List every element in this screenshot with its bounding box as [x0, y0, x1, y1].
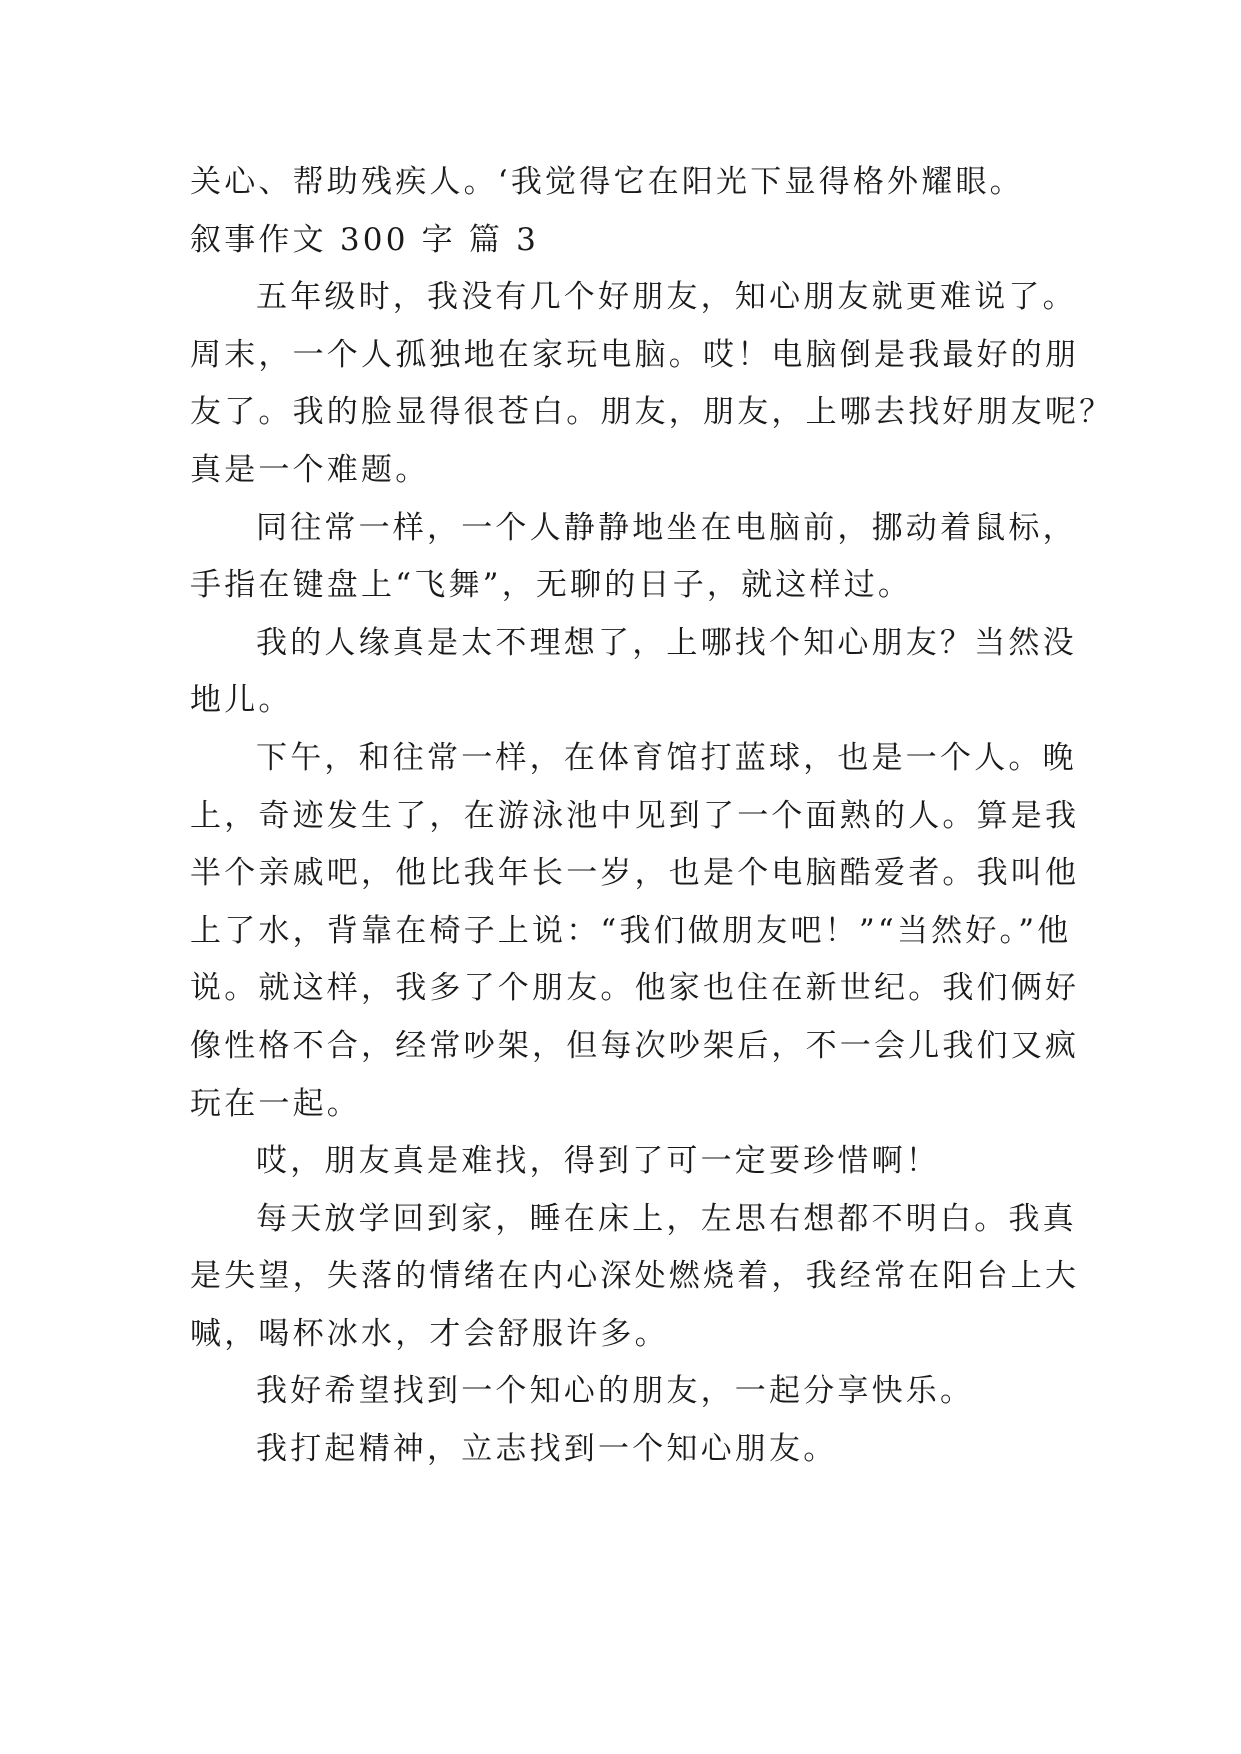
text-line: 手指在键盘上“飞舞”，无聊的日子，就这样过。	[190, 567, 913, 604]
text-line: 玩在一起。	[190, 1085, 361, 1122]
text-line: 同往常一样，一个人静静地坐在电脑前，挪动着鼠标，	[256, 509, 1077, 546]
text-line: 我打起精神，立志找到一个知心朋友。	[256, 1431, 838, 1468]
text-line: 说。就这样，我多了个朋友。他家也住在新世纪。我们俩好	[190, 970, 1080, 1007]
text-line: 下午，和往常一样，在体育馆打蓝球，也是一个人。晚	[256, 739, 1077, 776]
text-line: 像性格不合，经常吵架，但每次吵架后，不一会儿我们又疯	[190, 1027, 1080, 1064]
text-line: 每天放学回到家，睡在床上，左思右想都不明白。我真	[256, 1200, 1077, 1237]
section-heading: 叙事作文 300 字 篇 3	[190, 221, 540, 258]
text-line: 喊，喝杯冰水，才会舒服许多。	[190, 1315, 669, 1352]
text-line: 五年级时，我没有几个好朋友，知心朋友就更难说了。	[256, 279, 1077, 316]
text-line: 地儿。	[190, 682, 293, 719]
text-line: 上了水，背靠在椅子上说：“我们做朋友吧！”“当然好。”他	[190, 912, 1072, 949]
text-line: 友了。我的脸显得很苍白。朋友，朋友，上哪去找好朋友呢？	[190, 394, 1114, 431]
document-body	[190, 154, 1114, 1479]
text-line: 是失望，失落的情绪在内心深处燃烧着，我经常在阳台上大	[190, 1258, 1080, 1295]
text-line: 哎，朋友真是难找，得到了可一定要珍惜啊！	[256, 1143, 940, 1180]
text-line: 周末，一个人孤独地在家玩电脑。哎！电脑倒是我最好的朋	[190, 336, 1080, 373]
text-line: 我的人缘真是太不理想了，上哪找个知心朋友？当然没	[256, 624, 1077, 661]
text-line: 真是一个难题。	[190, 451, 430, 488]
text-line: 关心、帮助残疾人。‘我觉得它在阳光下显得格外耀眼。	[190, 164, 1024, 200]
text-line: 半个亲戚吧，他比我年长一岁，也是个电脑酷爱者。我叫他	[190, 855, 1080, 892]
text-line: 我好希望找到一个知心的朋友，一起分享快乐。	[256, 1373, 975, 1410]
text-line: 上，奇迹发生了，在游泳池中见到了一个面熟的人。算是我	[190, 797, 1080, 834]
